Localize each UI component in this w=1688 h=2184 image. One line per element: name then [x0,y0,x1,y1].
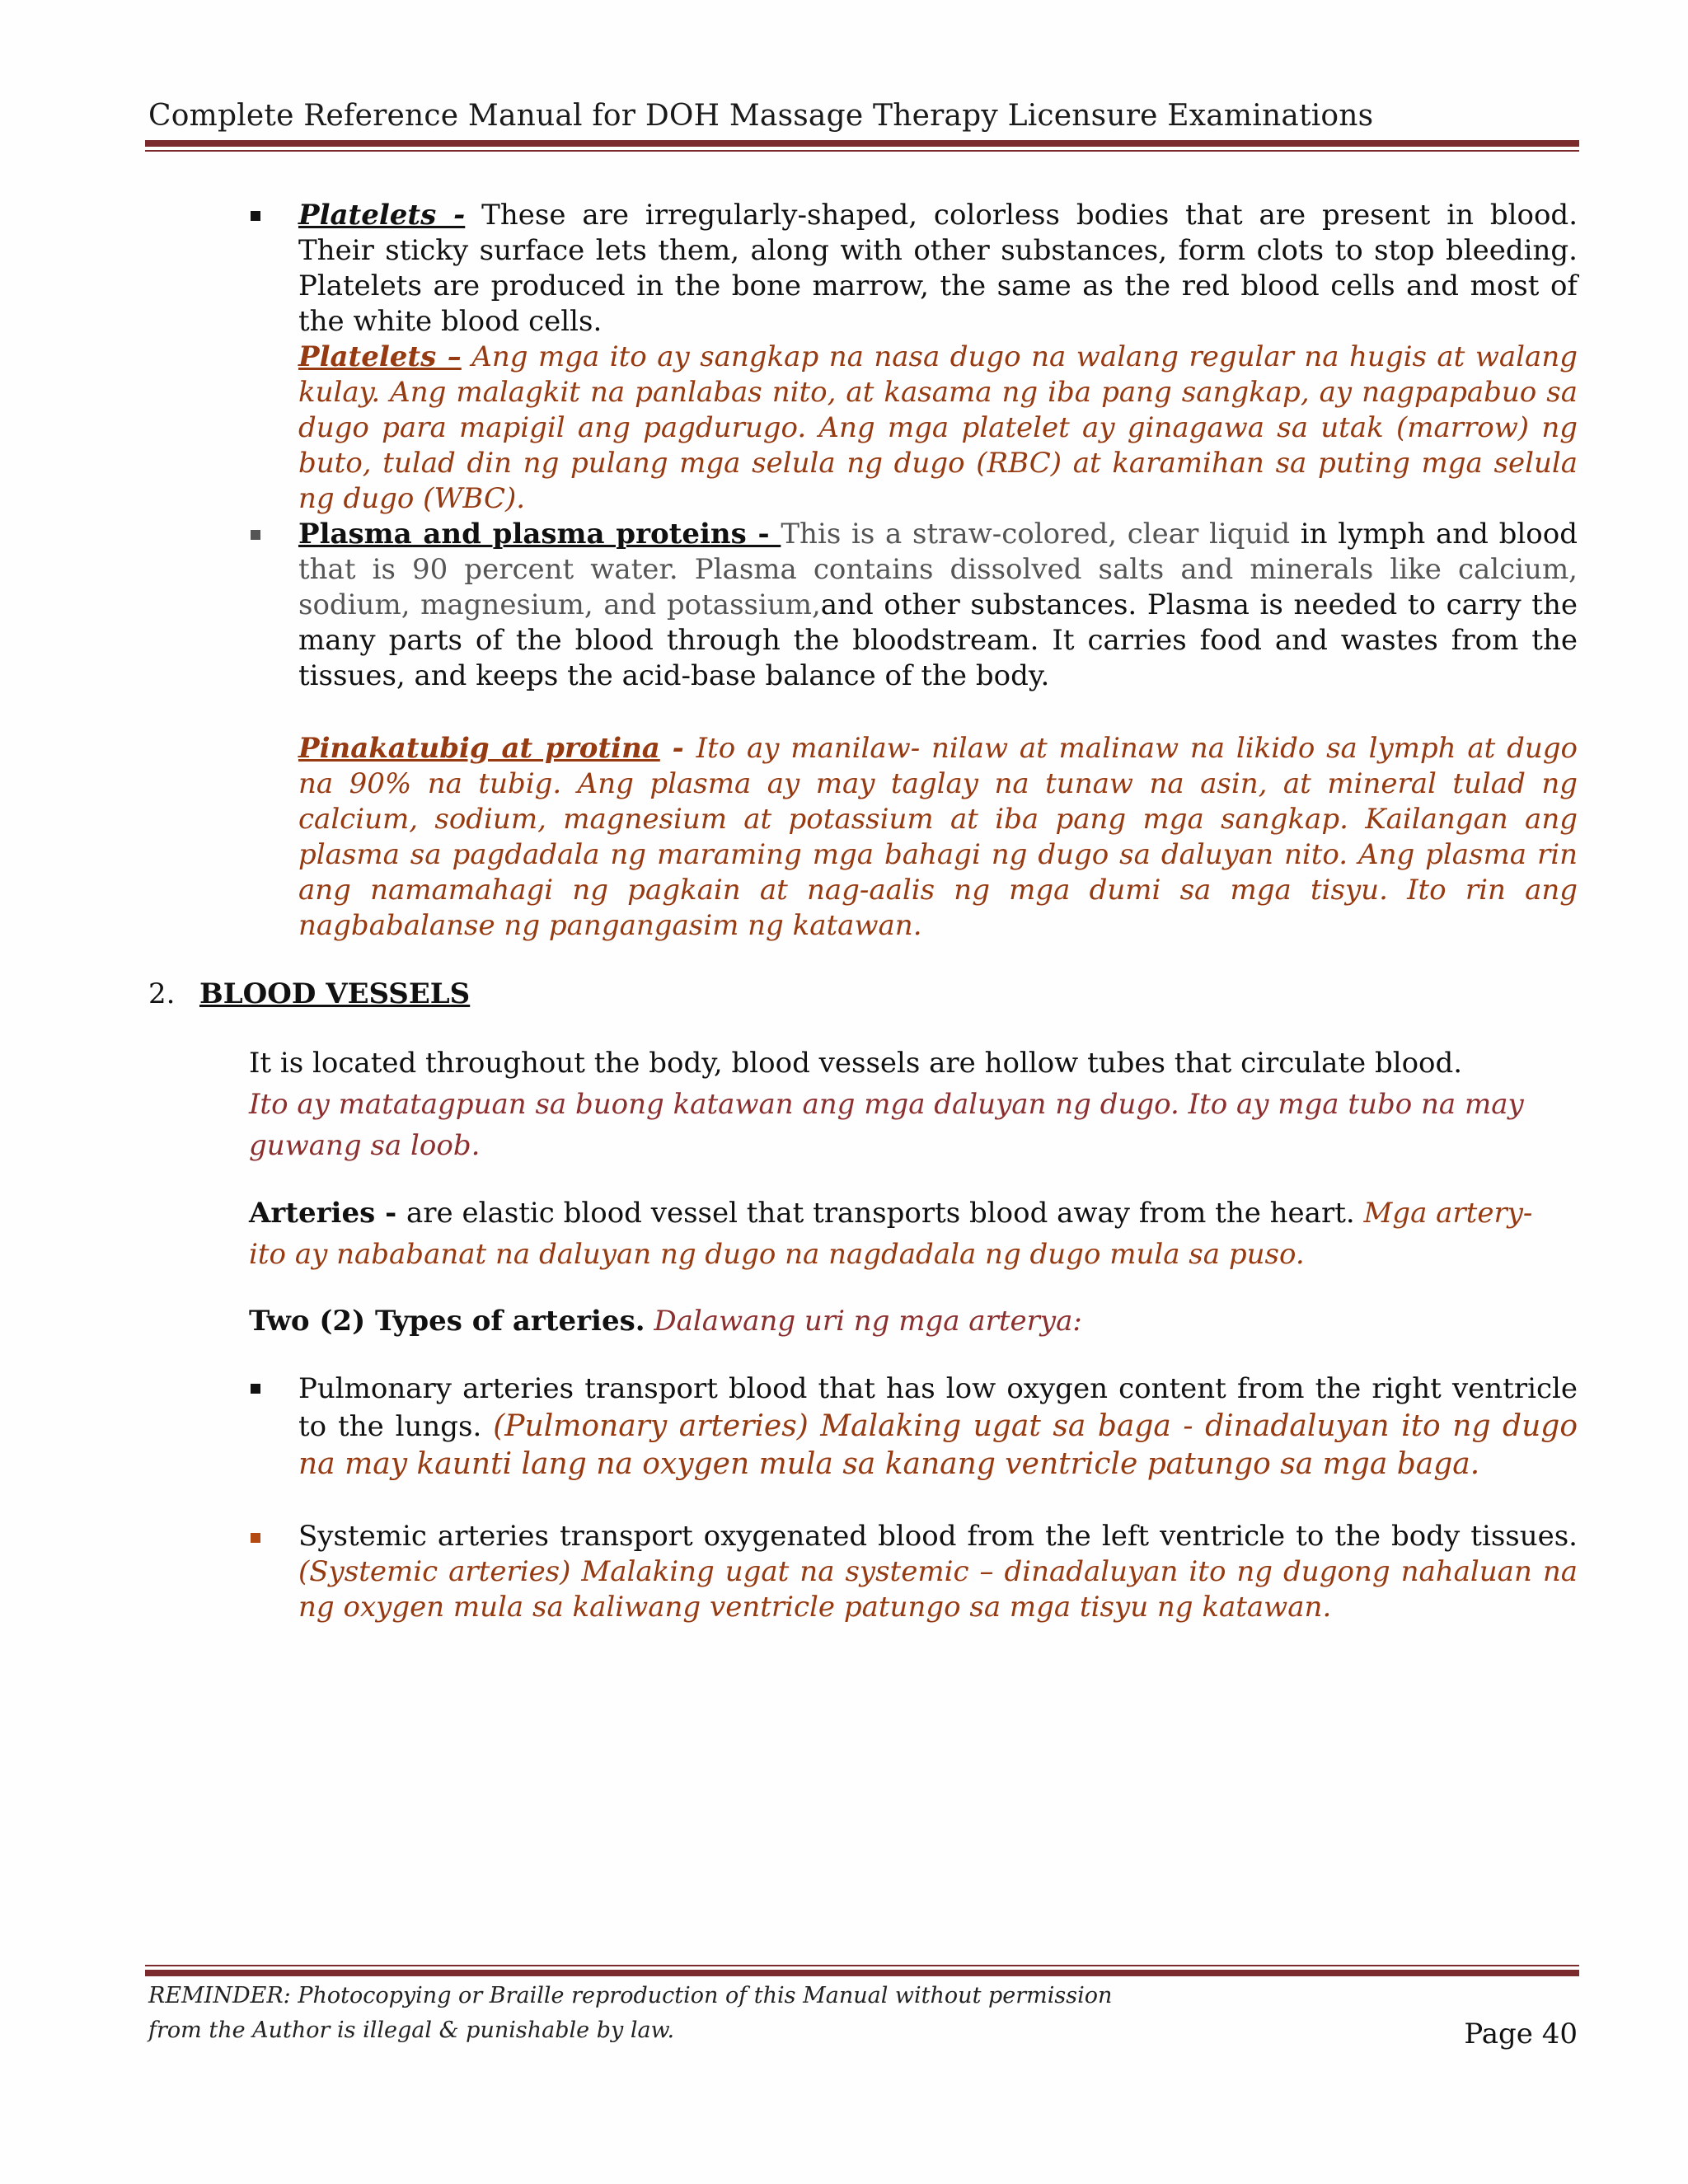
running-header: Complete Reference Manual for DOH Massage Therapy Licensure Examinations [148,99,1374,133]
plasma-text-c: that is 90 percent water. Plasma contains dissolved salts and minerals like calcium, sodium, magnesium, and potassium, [298,553,1578,621]
pulmonary-paragraph [298,1370,1578,1483]
platelets-label: Platelets - [298,199,466,232]
arteries-label: Arteries - [249,1197,407,1230]
systemic-filipino: (Systemic arteries) Malaking ugat na systemic – dinadaluyan ito ng dugong nahaluan na ng oxygen mula sa kaliwang ventricle patungo sa mga tisyu ng katawan. [298,1555,1578,1624]
header-rule-thin [145,150,1579,152]
artery-types-heading [249,1301,1578,1342]
footer-rule-thick [145,1970,1579,1976]
plasma-text-b: in lymph and blood [1290,518,1578,551]
plasma-filipino-text: Ito ay manilaw- nilaw at malinaw na likido sa lymph at dugo na 90% na tubig. Ang plasma ay may taglay na tunaw na asin, at mineral tulad ng calcium, sodium, magnesium at potassium at iba pang mga sangkap. Kailangan ang plasma sa pagdadala ng maraming mga bahagi ng dugo sa daluyan nito. Ang plasma rin ang namamahagi ng pagkain at nag-aalis ng mga dumi sa mga tisyu. Ito rin ang nagbabalanse ng pangangasim ng katawan. [298,732,1578,942]
section-title: BLOOD VESSELS [199,977,471,1010]
artery-types-label: Two (2) Types of arteries. [249,1305,645,1338]
footer-reminder-line1: REMINDER: Photocopying or Braille reproduction of this Manual without permission [148,1983,1113,2008]
plasma-filipino-separator: - [659,732,696,765]
arteries-text: are elastic blood vessel that transports blood away from the heart. [406,1197,1364,1230]
pulmonary-filipino: (Pulmonary arteries) Malaking ugat sa baga - dinadaluyan ito ng dugo na may kaunti lang na oxygen mula sa kanang ventricle patungo sa mga baga. [298,1409,1578,1481]
platelets-text: These are irregularly-shaped, colorless bodies that are present in blood. Their sticky surface lets them, along with other substances, form clots to stop bleeding. Platelets are produced in the bone marrow, the same as the red blood cells and most of the white blood cells. [298,199,1578,338]
bullet-platelets [251,211,260,221]
systemic-paragraph [298,1519,1578,1625]
bullet-systemic [251,1533,260,1543]
plasma-text-d: and other substances. Plasma is needed to carry the many parts of the blood through the bloodstream. It carries food and wastes from the tissues, and keeps the acid-base balance of the body. [298,588,1578,692]
header-rule-thick [145,140,1579,147]
platelets-filipino-label: Platelets – [298,340,462,373]
bullet-pulmonary [251,1384,260,1394]
footer-reminder-line2: from the Author is illegal & punishable by law. [148,2018,675,2043]
artery-types-filipino: Dalawang uri ng mga arterya: [645,1305,1082,1338]
blood-vessels-intro [249,1043,1578,1166]
arteries-filipino: Mga artery- ito ay nababanat na daluyan ng dugo na nagdadala ng dugo mula sa puso. [249,1197,1533,1271]
intro-filipino: Ito ay matatagpuan sa buong katawan ang mga daluyan ng dugo. Ito ay mga tubo na may guwang sa loob. [249,1088,1524,1162]
plasma-paragraph [298,517,1578,694]
platelets-paragraph [298,198,1578,340]
platelets-filipino-text: Ang mga ito ay sangkap na nasa dugo na walang regular na hugis at walang kulay. Ang malagkit na panlabas nito, at kasama ng iba pang sangkap, ay nagpapabuo sa dugo para mapigil ang pagdurugo. Ang mga platelet ay ginagawa sa utak (marrow) ng buto, tulad din ng pulang mga selula ng dugo (RBC) at karamihan sa puting mga selula ng dugo (WBC). [298,340,1578,515]
page-number: Page 40 [1464,2018,1578,2050]
section-number: 2. [148,977,176,1010]
pulmonary-text: Pulmonary arteries transport blood that has low oxygen content from the right ventricle to the lungs. [298,1372,1578,1443]
plasma-label: Plasma and plasma proteins - [298,518,781,551]
platelets-filipino-paragraph [298,340,1578,517]
intro-english: It is located throughout the body, blood vessels are hollow tubes that circulate blood. [249,1047,1463,1080]
footer-rule-thin [145,1965,1579,1966]
arteries-paragraph [249,1193,1578,1275]
plasma-filipino-label: Pinakatubig at protina [298,732,660,765]
bullet-plasma [251,530,260,540]
plasma-filipino-paragraph [298,731,1578,944]
plasma-text-a: This is a straw-colored, clear liquid [781,518,1291,551]
systemic-text: Systemic arteries transport oxygenated blood from the left ventricle to the body tissues. [298,1520,1578,1553]
